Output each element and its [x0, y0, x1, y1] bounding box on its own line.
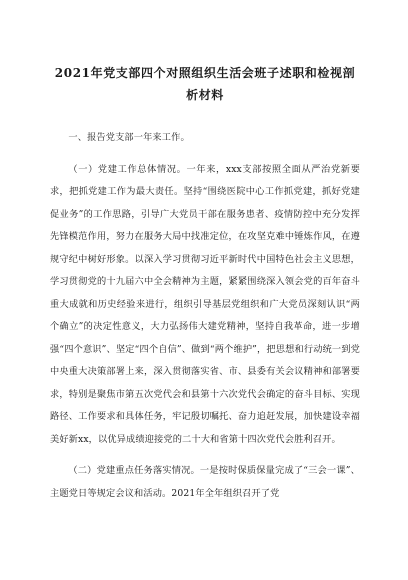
- section-heading: 一、报告党支部一年来工作。: [68, 132, 190, 143]
- document-title: 2021年党支部四个对照组织生活会班子述职和检视剖析材料: [54, 66, 356, 102]
- paragraph-party-building-overview: （一）党建工作总体情况。一年来，xxx支部按照全面从严治党新要求，把抓党建工作为最大责任。坚持“围绕医院中心工作抓党建，抓好党建促业务”的工作思路，引导广大党员干部在服务患者、疫情防控中充分发挥先锋模范作用，努力在服务大局中找准定位，在攻坚克难中锤炼作风，在遵规守纪中树好形象。以深入学习贯彻习近平新时代中国特色社会主义思想，学习贯彻党的十九届六中全会精神为主题，紧紧围绕深入领会党的百年奋斗重大成就和历史经验来进行，组织引导基层党组织和广大党员深刻认识“两个确立”的决定性意义，大力弘扬伟大建党精神，坚持自我革命，进一步增强“四个意识”、坚定“四个自信”、做到“两个维护”，把思想和行动统一到党中央重大决策部署上来，深入贯彻落实省、市、县委有关会议精神和部署要求，特别是聚焦市第五次党代会和县第十六次党代会确定的奋斗目标、实现路径、工作要求和具体任务，牢记殷切嘱托、奋力追赶发展，加快建设幸福美好新xx，以优异成绩迎接党的二十大和省第十四次党代会胜利召开。: [50, 163, 360, 445]
- paragraph-key-tasks: （二）党建重点任务落实情况。一是按时保质保量完成了“三会一课”、主题党日等规定会议和活动。2021年全年组织召开了党: [50, 465, 360, 499]
- document-body: [50, 127, 360, 505]
